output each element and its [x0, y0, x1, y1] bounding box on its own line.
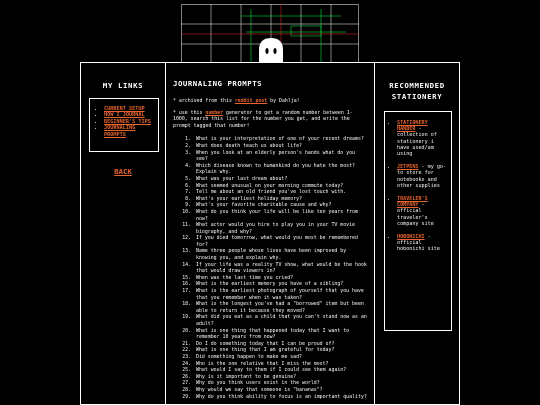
number-generator-link[interactable]: number: [205, 109, 224, 116]
prompt-item: 11. What actor would you hire to play you in your TV movie biography, and why?: [194, 222, 367, 235]
jetpens-link[interactable]: JETPENS: [397, 164, 419, 171]
prompt-item: 23. Did something happen to make me sad?: [194, 354, 367, 361]
prompt-item: 14. If your life was a reality TV show, what would be the hook that would draw viewers in?: [194, 262, 367, 275]
my-links-title: MY LINKS: [102, 81, 144, 90]
prompt-item: 24. Who is the one relative that I miss the most?: [194, 361, 367, 368]
prompt-item: 22. What is one thing that I am grateful for today?: [194, 347, 367, 354]
hobonichi-link[interactable]: HOBONICHI: [397, 234, 425, 241]
recommended-stationery-title: RECOMMENDED STATIONERY: [389, 81, 445, 101]
prompt-item: 25. What would I say to them if I could see them again?: [194, 367, 367, 374]
travelers-company-link[interactable]: TRAVELER'S COMPANY: [397, 196, 428, 209]
prompt-item: 3. When you look at an elderly person's hands what do you see?: [194, 150, 367, 163]
back-link[interactable]: BACK: [114, 167, 132, 176]
stationery-item: • HOBONICHI - official hobonichi site: [397, 234, 449, 253]
stationery-item: • JETPENS - my go-to store for notebooks and other supplies: [397, 164, 449, 189]
prompt-item: 6. What seemed unusual on your morning commute today?: [194, 183, 367, 190]
link-current-setup[interactable]: CURRENT SETUP: [104, 106, 145, 112]
prompt-item: 18. What is the longest you've had a "borrowed" item but been able to return it because they moved?: [194, 301, 367, 314]
page-title: JOURNALING PROMPTS: [173, 79, 263, 88]
prompt-item: 2. What does death teach us about life?: [194, 143, 367, 150]
intro-text: * archived from this reddit post by Dahlja!: [173, 98, 300, 104]
prompt-item: 16. What is the earliest memory you have of a sibling?: [194, 281, 367, 288]
prompt-item: 28. Why would we say that someone is "bananas"?: [194, 387, 367, 394]
prompts-list: [173, 136, 367, 400]
prompt-item: 13. Name three people whose lives have been improved by knowing you, and explain why.: [194, 248, 367, 261]
main-content: [165, 62, 375, 405]
prompt-item: 21. Do I do something today that I can be proud of?: [194, 341, 367, 348]
stationery-item: • STATIONERY HANDER - collection of stationery i have used/am using: [397, 120, 449, 157]
left-sidebar: [80, 62, 166, 405]
prompt-item: 12. If you died tomorrow, what would you most be remembered for?: [194, 235, 367, 248]
prompt-item: 17. What is the earliest photograph of yourself that you have that you remember when it was taken?: [194, 288, 367, 301]
prompt-item: 8. What's your earliest holiday memory?: [194, 196, 367, 203]
link-journaling-prompts[interactable]: JOURNALING PROMPTS: [104, 125, 136, 138]
prompt-item: 4. Which disease known to humankind do you hate the most? Explain why.: [194, 163, 367, 176]
prompt-item: 20. What is one thing that happened today that I want to remember 10 years from now?: [194, 328, 367, 341]
prompt-item: 5. What was your last dream about?: [194, 176, 367, 183]
prompt-item: 7. Tell me about an old friend you've lost touch with.: [194, 189, 367, 196]
ghost-icon: [259, 38, 283, 64]
link-beginners-tips[interactable]: BEGINNER'S TIPS: [104, 118, 151, 125]
prompt-item: 19. What did you eat as a child that you can't stand now as an adult?: [194, 314, 367, 327]
link-how-i-journal[interactable]: HOW I JOURNAL: [104, 112, 145, 119]
prompt-item: 27. Why do you think users exist in the world?: [194, 380, 367, 387]
prompt-item: 26. Why is it important to be genuine?: [194, 374, 367, 381]
prompt-item: 10. What do you think your life will be like ten years from now?: [194, 209, 367, 222]
stationery-hander-link[interactable]: STATIONERY HANDER: [397, 120, 428, 133]
reddit-post-link[interactable]: reddit post: [234, 98, 268, 104]
stationery-list: [385, 120, 451, 253]
stationery-box: [384, 111, 452, 331]
links-list: [90, 106, 158, 138]
instructions-text: * use this number generator to get a random number between 1-1000, search this list for the number you get, and write the prompt tagged that number!: [173, 109, 353, 129]
prompt-item: 15. When was the last time you cried?: [194, 275, 367, 282]
header-grid-art: [181, 4, 359, 64]
prompt-item: 29. Why do you think ability to focus is an important quality?: [194, 394, 367, 401]
link-item: [104, 125, 158, 138]
prompt-item: 9. What's your favorite charitable cause and why?: [194, 202, 367, 209]
right-sidebar: [374, 62, 460, 405]
links-box: [89, 98, 159, 152]
stationery-item: • TRAVELER'S COMPANY - official traveler's company site: [397, 196, 449, 227]
prompt-item: 1. What is your interpretation of one of your recent dreams?: [194, 136, 367, 143]
